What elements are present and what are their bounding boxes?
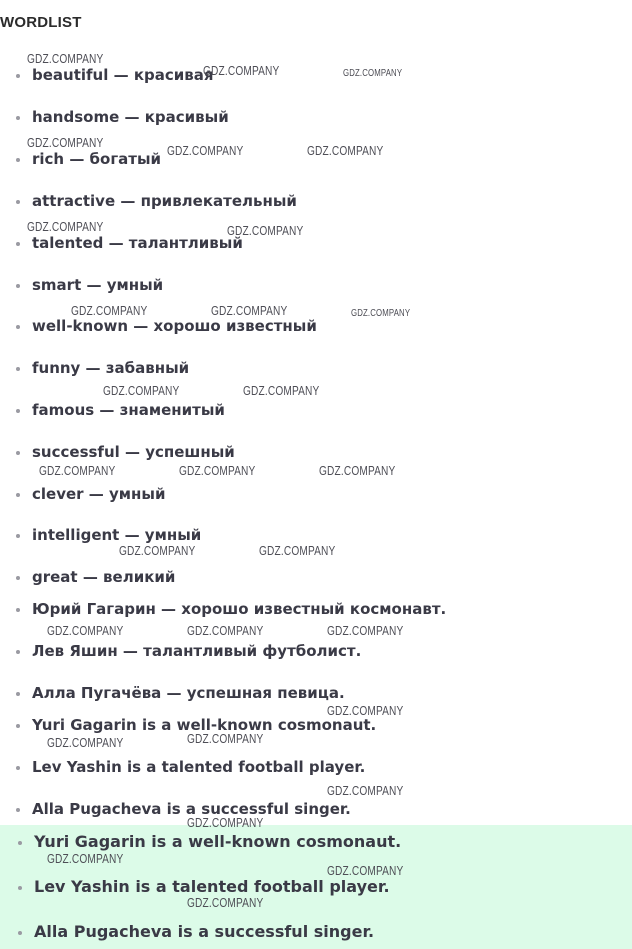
word-list-item [16,66,214,84]
highlighted-sentence-text: Yuri Gagarin is a well-known cosmonaut. [34,832,402,851]
watermark: GDZ.COMPANY [243,383,320,398]
word-list-item [16,485,165,503]
bullet-icon [18,886,22,890]
watermark: GDZ.COMPANY [119,543,196,558]
watermark: GDZ.COMPANY [211,303,288,318]
word-list-item [16,642,361,660]
word-list-item-text: rich — богатый [32,150,162,168]
word-list-item-text: talented — талантливый [32,234,243,252]
bullet-icon [16,451,20,455]
highlighted-sentence [18,922,374,941]
bullet-icon [16,116,20,120]
bullet-icon [16,325,20,329]
bullet-icon [16,74,20,78]
word-list-item [16,234,243,252]
word-list-item [16,401,225,419]
watermark: GDZ.COMPANY [39,463,116,478]
bullet-icon [16,242,20,246]
watermark: GDZ.COMPANY [103,383,180,398]
word-list-item-text: Юрий Гагарин — хорошо известный космонавт. [32,600,447,618]
word-list-item-text: Yuri Gagarin is a well-known cosmonaut. [32,716,377,734]
highlighted-sentence [18,832,401,851]
highlighted-sentence [18,877,390,896]
word-list-item [16,359,189,377]
word-list-item-text: Alla Pugacheva is a successful singer. [32,800,351,818]
word-list-item [16,150,161,168]
word-list-item [16,108,229,126]
watermark: GDZ.COMPANY [47,851,124,866]
wordlist-title: WORDLIST [0,14,82,31]
watermark: GDZ.COMPANY [27,135,104,150]
watermark: GDZ.COMPANY [47,623,124,638]
bullet-icon [16,158,20,162]
bullet-icon [16,766,20,770]
word-list-item-text: Lev Yashin is a talented football player. [32,758,366,776]
word-list-item-text: intelligent — умный [32,526,202,544]
word-list-item-text: funny — забавный [32,359,190,377]
watermark: GDZ.COMPANY [187,623,264,638]
word-list-item [16,276,163,294]
bullet-icon [16,724,20,728]
word-list-item [16,684,345,702]
word-list-item-text: great — великий [32,568,176,586]
bullet-icon [16,692,20,696]
watermark: GDZ.COMPANY [71,303,148,318]
watermark: GDZ.COMPANY [187,815,264,830]
word-list-item [16,192,297,210]
bullet-icon [16,576,20,580]
watermark: GDZ.COMPANY [187,895,264,910]
word-list-item [16,758,365,776]
word-list-item-text: Лев Яшин — талантливый футболист. [32,642,362,660]
word-list-item [16,800,351,818]
watermark: GDZ.COMPANY [327,783,404,798]
watermark: GDZ.COMPANY [203,63,280,78]
highlighted-sentence-text: Lev Yashin is a talented football player. [34,877,390,896]
word-list-item-text: clever — умный [32,485,166,503]
watermark: GDZ.COMPANY [179,463,256,478]
word-list-item-text: well-known — хорошо известный [32,317,317,335]
watermark: GDZ.COMPANY [187,731,264,746]
watermark: GDZ.COMPANY [319,463,396,478]
word-list-item [16,526,201,544]
watermark: GDZ.COMPANY [307,143,384,158]
word-list-item-text: handsome — красивый [32,108,229,126]
bullet-icon [16,650,20,654]
bullet-icon [16,367,20,371]
watermark: GDZ.COMPANY [259,543,336,558]
watermark: GDZ.COMPANY [47,735,124,750]
bullet-icon [16,493,20,497]
word-list-item [16,568,175,586]
word-list-item-text: smart — умный [32,276,164,294]
bullet-icon [16,409,20,413]
word-list-item [16,443,235,461]
highlighted-sentence-text: Alla Pugacheva is a successful singer. [34,922,375,941]
bullet-icon [16,284,20,288]
word-list-item-text: Алла Пугачёва — успешная певица. [32,684,345,702]
word-list-item [16,317,317,335]
watermark: GDZ.COMPANY [327,863,404,878]
bullet-icon [16,608,20,612]
watermark: GDZ.COMPANY [27,219,104,234]
bullet-icon [16,200,20,204]
watermark: GDZ.COMPANY [327,703,404,718]
watermark: GDZ.COMPANY [27,51,104,66]
bullet-icon [16,808,20,812]
bullet-icon [18,841,22,845]
word-list-item [16,600,446,618]
word-list-item-text: successful — успешный [32,443,235,461]
watermark: GDZ.COMPANY [167,143,244,158]
word-list-item-text: attractive — привлекательный [32,192,297,210]
bullet-icon [18,931,22,935]
watermark: GDZ.COMPANY [227,223,304,238]
watermark: GDZ.COMPANY [351,308,411,319]
bullet-icon [16,534,20,538]
word-list-item-text: famous — знаменитый [32,401,225,419]
watermark: GDZ.COMPANY [327,623,404,638]
word-list-item-text: beautiful — красивая [32,66,214,84]
watermark: GDZ.COMPANY [343,68,403,79]
